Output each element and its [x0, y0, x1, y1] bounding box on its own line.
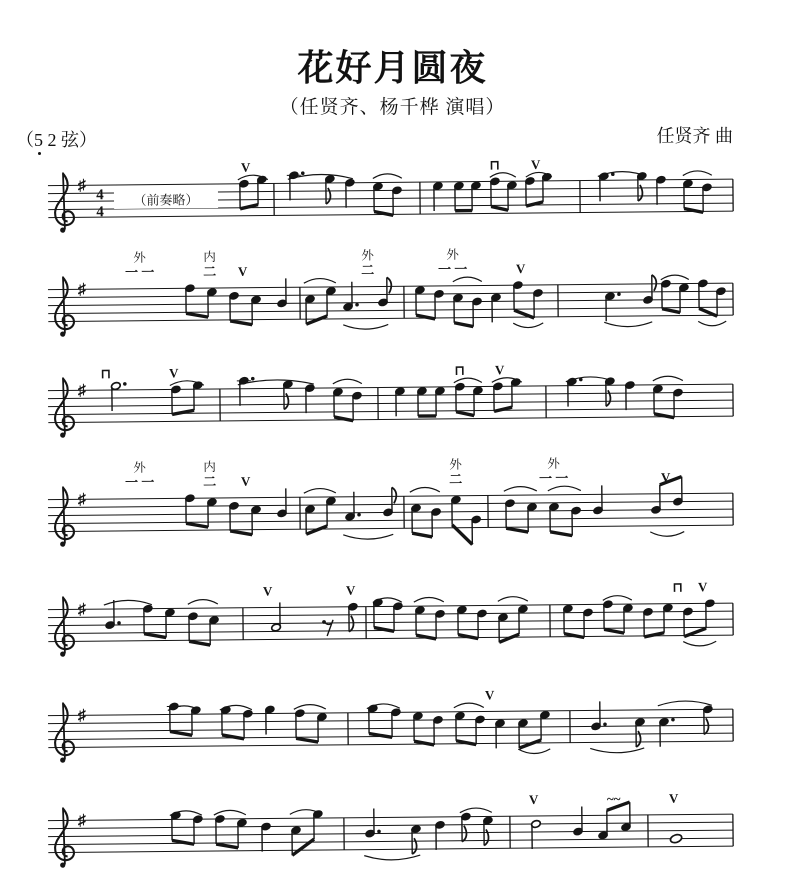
treble-clef-icon: [55, 702, 74, 762]
tuning-open-paren: （: [16, 130, 34, 150]
svg-text:V: V: [660, 469, 671, 485]
svg-text:外: 外: [361, 248, 374, 263]
svg-text:内: 内: [203, 250, 216, 265]
staff-svg-6: [48, 669, 741, 782]
staff-svg-2: [48, 243, 741, 356]
staff-lines: [48, 709, 733, 748]
svg-text:V: V: [237, 263, 248, 279]
bowing-fingering-marks: [241, 157, 541, 175]
svg-text:外: 外: [446, 247, 459, 262]
svg-text:♯: ♯: [77, 707, 86, 725]
svg-text:外: 外: [449, 457, 462, 472]
bowing-fingering-marks: [101, 362, 506, 381]
composer-credit: 任贤齐 曲: [656, 126, 733, 146]
svg-text:外: 外: [133, 460, 146, 475]
treble-clef-icon: [55, 377, 74, 437]
staff-lines: [48, 384, 733, 423]
staff-system-1: [48, 139, 741, 252]
notes: [184, 477, 683, 548]
key-signature-sharp: [78, 382, 86, 399]
bowing-fingering-marks: [485, 687, 495, 702]
svg-text:♯: ♯: [77, 812, 86, 830]
staff-system-4: [48, 453, 741, 566]
svg-text:一 一: 一 一: [438, 261, 468, 277]
treble-clef-icon: [55, 596, 74, 656]
svg-text:V: V: [484, 687, 495, 703]
staff-svg-4: [48, 453, 741, 566]
svg-text:♯: ♯: [77, 177, 86, 195]
notes: [167, 697, 714, 752]
svg-text:V: V: [494, 362, 505, 378]
svg-text:V: V: [515, 261, 526, 277]
svg-text:外: 外: [133, 250, 146, 265]
svg-text:V: V: [530, 156, 541, 173]
key-signature-sharp: [78, 281, 86, 298]
staff-system-7: [48, 774, 741, 887]
eighth-rest: [322, 620, 333, 636]
bowing-fingering-marks: [125, 455, 671, 490]
svg-text:二: 二: [449, 471, 463, 487]
svg-text:♯: ♯: [77, 382, 86, 400]
svg-text:外: 外: [547, 456, 560, 471]
treble-clef-icon: [55, 276, 74, 336]
bowing-fingering-marks: [529, 791, 679, 807]
svg-text:♯: ♯: [77, 281, 86, 299]
staff-svg-5: [48, 563, 741, 676]
svg-text:二: 二: [361, 262, 375, 278]
notes: [170, 802, 682, 857]
svg-text:内: 内: [203, 460, 216, 475]
tuning-low-string-number: 5: [34, 130, 43, 150]
key-signature-sharp: [78, 707, 86, 724]
svg-text:V: V: [697, 579, 708, 595]
key-signature-sharp: [78, 177, 86, 194]
slurs: [168, 701, 712, 757]
treble-clef-icon: [55, 807, 74, 867]
staff-system-5: [48, 563, 741, 676]
treble-clef-icon: [55, 172, 74, 232]
svg-text:二: 二: [203, 264, 217, 280]
svg-text:~~: ~~: [606, 791, 621, 807]
key-signature-sharp: [78, 491, 86, 508]
bowing-fingering-marks: [125, 246, 526, 280]
staff-svg-1: [48, 139, 741, 252]
time-signature: [96, 187, 104, 220]
svg-text:V: V: [262, 583, 273, 599]
svg-text:4: 4: [96, 187, 104, 204]
svg-text:⊓: ⊓: [672, 579, 683, 595]
svg-text:♯: ♯: [77, 601, 86, 619]
svg-text:二: 二: [203, 474, 217, 490]
svg-text:V: V: [240, 473, 251, 489]
song-title: 花好月圆夜: [297, 47, 488, 88]
key-signature-sharp: [78, 601, 86, 618]
svg-text:V: V: [168, 365, 179, 381]
svg-text:V: V: [345, 582, 356, 598]
svg-text:4: 4: [96, 204, 104, 221]
bowing-fingering-marks: [263, 579, 708, 598]
staff-system-6: [48, 669, 741, 782]
svg-text:（前奏略）: （前奏略）: [133, 192, 199, 208]
svg-text:一 一: 一 一: [539, 470, 569, 486]
treble-clef-icon: [55, 486, 74, 546]
svg-text:V: V: [240, 159, 251, 175]
svg-text:⊓: ⊓: [454, 362, 465, 378]
svg-text:V: V: [528, 791, 539, 808]
performers-subtitle: （任贤齐、杨千桦 演唱）: [279, 97, 506, 118]
svg-text:⊓: ⊓: [100, 366, 111, 382]
svg-text:V: V: [668, 790, 679, 806]
tuning-rest: 2 弦）: [43, 130, 97, 150]
intro-omitted-label: [114, 191, 218, 209]
svg-text:一 一: 一 一: [125, 474, 155, 490]
svg-text:♯: ♯: [77, 491, 86, 509]
staff-svg-3: [48, 344, 741, 457]
staff-svg-7: [48, 774, 741, 887]
staff-system-2: [48, 243, 741, 356]
key-signature-sharp: [78, 812, 86, 829]
svg-text:⊓: ⊓: [489, 157, 500, 173]
staff-system-3: [48, 344, 741, 457]
svg-text:一 一: 一 一: [125, 264, 155, 280]
